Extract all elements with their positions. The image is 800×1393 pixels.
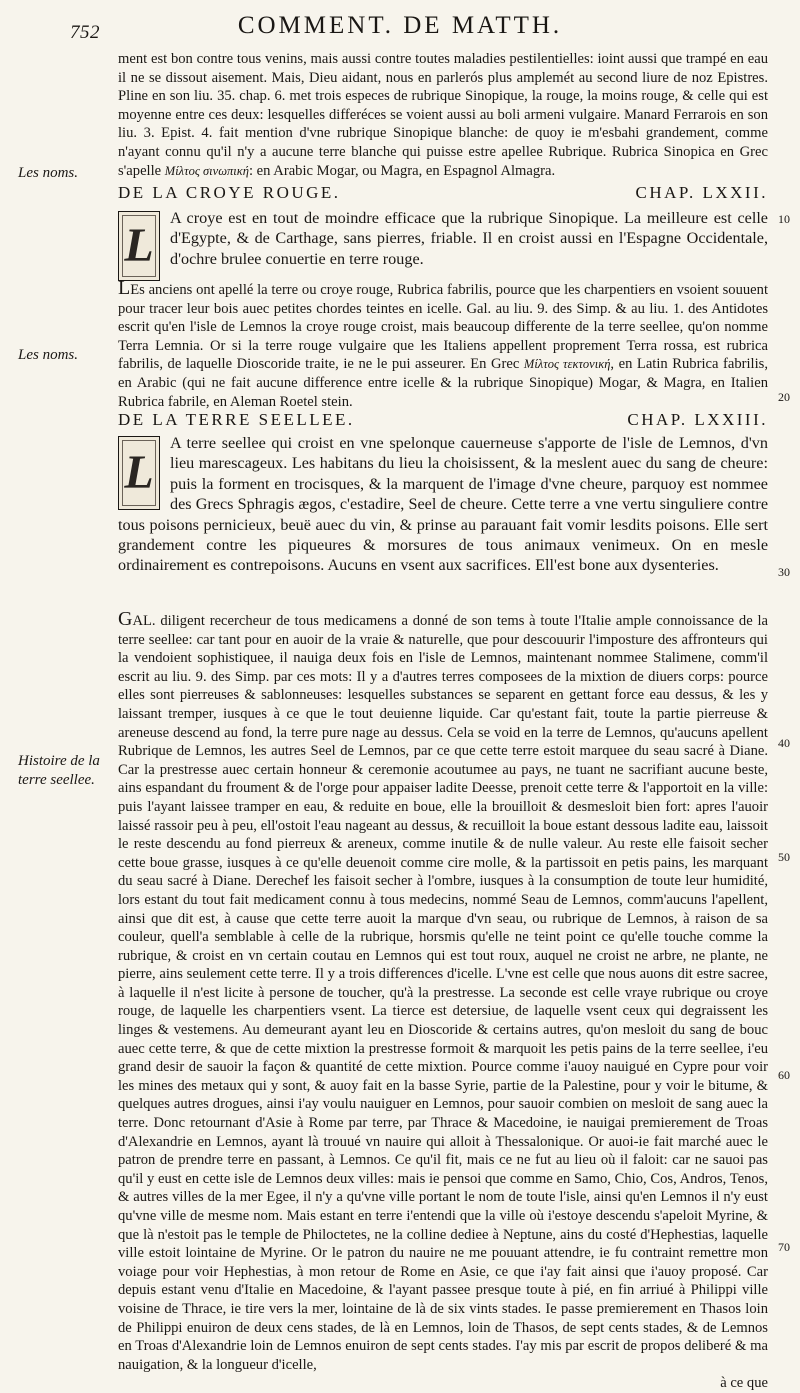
- line-number: 70: [778, 1240, 790, 1254]
- running-title: COMMENT. DE MATTH.: [237, 12, 563, 39]
- initial-letter: L: [118, 277, 131, 299]
- chapter-title: DE LA TERRE SEELLEE.: [118, 410, 355, 429]
- page-number: 752: [70, 22, 100, 43]
- line-number: 40: [778, 736, 790, 750]
- dioscoride-text: L A terre seellee qui croist en vne spelonque cauerneuse s'apporte de l'isle de Lemnos, d'vn lieu marescageux. Les habitans du lieu la choisissent, & la meslent auec du sang de cheure: puis la forment en trocisques, & la marquent de l'image d'vne cheure, parquoy est nommee des Grecs Sphragis ægos, c'estadire, Seel de cheure. Cette terre a vne vertu singuliere contre tous poisons pernicieux, beuë auec du vin, & prinse au parauant fait vomir lesdits poisons. Elle sert grandement contre les piqueures & morsures de tous animaux venimeux. On en mesle ordinairement es contrepoisons. Aucuns en vsent aux sacrifices. Ell'est bone aux dysenteries.: [118, 434, 768, 575]
- line-number: 20: [778, 390, 790, 404]
- paragraph: ment est bon contre tous venins, mais aussi contre toutes maladies pestilentielles: ioint aussi que trampé en eau il ne se dissout aisement. Mais, Dieu aidant, nous en parlerós plus amplemét au second liure de noz Epistres. Pline en son liu. 35. chap. 6. met trois especes de rubrique Sinopique, la rouge, la moins rouge, & celle qui est moyenne entre ces deux: lesquelles differéces se voient aussi au boli armeni vulgaire. Manard Ferrarois en son liu. 3. Epist. 4. fait mention d'vne rubrique Sinopique blanche: de quoy ie m'esbahi grandement, comme n'ayant connu qu'il n'y a aucune terre blanche qui puisse estre apellee Rubrique. Rubrica Sinopica en Grec s'apelle Μίλτος σινωπική: en Arabic Mogar, ou Magra, en Espagnol Almagra.: [118, 51, 768, 179]
- chapter-heading: [118, 183, 768, 203]
- chapter-number: CHAP. LXXIII.: [627, 410, 768, 429]
- line-number: 60: [778, 1068, 790, 1082]
- chapter-heading: [118, 410, 768, 430]
- line-number: 30: [778, 565, 790, 579]
- greek-term: Μίλτος τεκτονική: [523, 357, 611, 372]
- line-number: 50: [778, 850, 790, 864]
- commentary-text: LEs anciens ont apellé la terre ou croye rouge, Rubrica fabrilis, pource que les charpentiers en vsoient souuent pour tracer leur bois auec petites chordes teintes en icelle. Gal. au liu. 9. des Simp. & au liu. 1. des Antidotes escrit qu'en l'isle de Lemnos la croye rouge croist, mais beaucoup differente de la terre seellee, qu'on nomme Terra Lemnia. Or si la terre rouge vulgaire que les Italiens appellent proprement Terra rossa, est rubrica fabrilis, de laquelle Dioscoride traite, ie ne le pui asseurer. En Grec Μίλτος τεκτονική, en Latin Rubrica fabrilis, en Arabic (qui ne fait aucune difference entre icelle & la rubrique Sinopique) Mogar, & Magra, en Italien Rubrica fabrile, en Aleman Roetel stein.: [118, 277, 768, 410]
- previous-chapter-text: [118, 50, 768, 180]
- initial-letter: G: [118, 608, 133, 630]
- decorated-initial: L: [118, 211, 160, 281]
- chapter-number: CHAP. LXXII.: [635, 183, 768, 202]
- greek-term: Μίλτος σινωπική: [164, 163, 249, 178]
- decorated-initial: L: [118, 436, 160, 510]
- margin-note-names: Les noms.: [18, 165, 79, 181]
- dioscoride-text: L A croye est en tout de moindre efficace que la rubrique Sinopique. La meilleure est celle d'Egypte, & de Carthage, sans pierres, friable. Il en croist aussi en l'Espagne Occidentale, d'ochre brulee conuertie en terre rouge.: [118, 208, 768, 281]
- chapter-title: DE LA CROYE ROUGE.: [118, 183, 341, 202]
- margin-note-names: Les noms.: [18, 347, 79, 363]
- line-number: 10: [778, 212, 790, 226]
- margin-note-history: Histoire de la terre seellee.: [18, 753, 100, 788]
- catchword: à ce que: [720, 1375, 768, 1392]
- commentary-text: GAL. diligent recercheur de tous medicamens a donné de son tems à toute l'Italie ample connoissance de la terre seellee: car tant pour en auoir de la vraie & naturelle, que pour descouurir l'imposture des affronteurs qui la vendoient sophistiquee, il nauiga deux fois en l'isle de Lemnos, maintenant nommee Stalimene, comm'il escrit au liu. 9. des Simp. par ces mots: Il y a d'autres terres composees de la mixtion de diuers corps: pource elles sont pierreuses & sablonneuses: lesquelles substances se separent en gettant force eau dessus, & les y laissant tremper, iusques à ce que le tout deuienne liquide. Car qu'estant fait, toute la partie pierreuse & areneuse descend au fond, la terre pure nage au dessus. Cela se void en la terre de Lemnos, qu'aucuns apellent Rubrique de Lemnos, les autres Seel de Lemnos, par ce que cette terre estoit marquee du seau sacré à Diane. Car la prestresse auec certain honneur & ceremonie acoutumee au pays, ne tuant ne sacrifiant aucune beste, ains espandant du froument & de l'orge pour appaiser ladite Deesse, prenoit cette terre & l'apportoit en la ville: puis l'ayant laissee tramper en eau, & reduite en boue, elle la brouilloit & desmesloit bien fort: apres l'auoir laissé rassoir peu à peu, ell'ostoit l'eau nageant au dessus, & recuilloit la boue estant dessous ladite eau, laissoit le reste descendu au fond pierreux & areneux, comme inutile & de nulle valeur. Au reste elle faisoit secher cette boue grasse, iusques à ce qu'elle deuenoit comme cire molle, & la partissoit en petis pains, les marquant du seau sacré à Diane. Derechef les faisoit secher à l'ombre, iusques à la consumption de toute leur humidité, lors estant du tout fait medicament connu à tous medecins, nommé Seau de Lemnos, comm'aucuns l'apellent, ainsi que dit est, à cause que cette terre auoit la marque d'vn seau, ou rubrique de Lemnos, à raison de sa couleur, quell'a semblable à celle de la rubrique, horsmis qu'elle ne teint point ce qu'elle touche comme la rubrique, & croist en vn certain coutau en Lemnos qui est tout roux, auquel ne croist ne arbre, ne plante, ne pierre, ains seulement cette terre. Il y a trois differences d'icelle. L'vne est celle que nous auons dit estre sacree, à laquelle il n'est licite à persone de toucher, qu'à la prestresse. La seconde est celle vraye rubrique ou croye rouge, de laquelle les charpentiers vsent. La tierce est detersiue, de laquelle vsent ceux qui degraissent les linges & vestemens. Au demeurant ayant leu en Dioscoride & certains autres, qu'on mesloit du sang de bouc auec cette terre, & que de cette mixtion la prestresse formoit & marquoit les petis pains de la terre seellee, i'eu grand desir de sauoir la façon & quantité de cette mixtion. Pource comme i'auoy nauigué en Cypre pour voir les mines des metaux qui y sont, & auoy fait en la basse Syrie, partie de la Palestine, pour y voir le bitume, & quelques autres drogues, ainsi i'ay voulu nauiguer en Lemnos, pour sauoir combien on mesloit de sang auec la terre. Donc retournant d'Asie à Rome par terre, par Thrace & Macedoine, ie nauigai premierement de Troas d'Alexandrie en Lemnos, ayant là trouué vn nauire qui alloit à Thessalonique. Or auoi-ie fait marché auec le patron de prendre terre en passant, à Lemnos. Ce qu'il fit, mais ce ne fut au lieu où il faloit: car ne sauoi pas qu'il y eust en cette isle de Lemnos deux villes: mais ie pensoi que comme en Samo, Chio, Cos, Andros, Tenos, & autres villes de la mer Egee, il n'y a qu'vne ville portant le nom de toute l'isle, ainsi qu'en Lemnos il n'y eust qu'vne ville de mesme nom. Mais estant en terre i'entendi que la ville où i'estoye descendu s'apeloit Myrine, & que là n'estoit pas le temple de Philoctetes, ne la colline dediee à Neptune, ains du costé d'Hephestias, laquelle ville estoit lointaine de Myrine. Or le patron du nauire ne me pouuant attendre, ie fu contraint remettre mon voiage pour voir Hephestias, à mon retour de Rome en Asie, ce que i'ay fait ainsi que i'auoy proposé. Car depuis estant venu d'Italie en Macedoine, & l'ayant passee presque toute à pié, en fin arriué à Philippi ville voisine de Thrace, ie tire vers la mer, lointaine de là de six vints stades. Ie passe premierement en Thasos loin de Philippi enuiron de deux cens stades, de là en Lemnos, loin de Thasos, de sept cents stades, & de Lemnos en Troas d'Alexandrie loin de Lemnos enuiron de sept cents stades. I'ay mis par escrit de propos deliberé & ma nauigation, & la longueur d'icelle, à ce que: [118, 608, 768, 1392]
